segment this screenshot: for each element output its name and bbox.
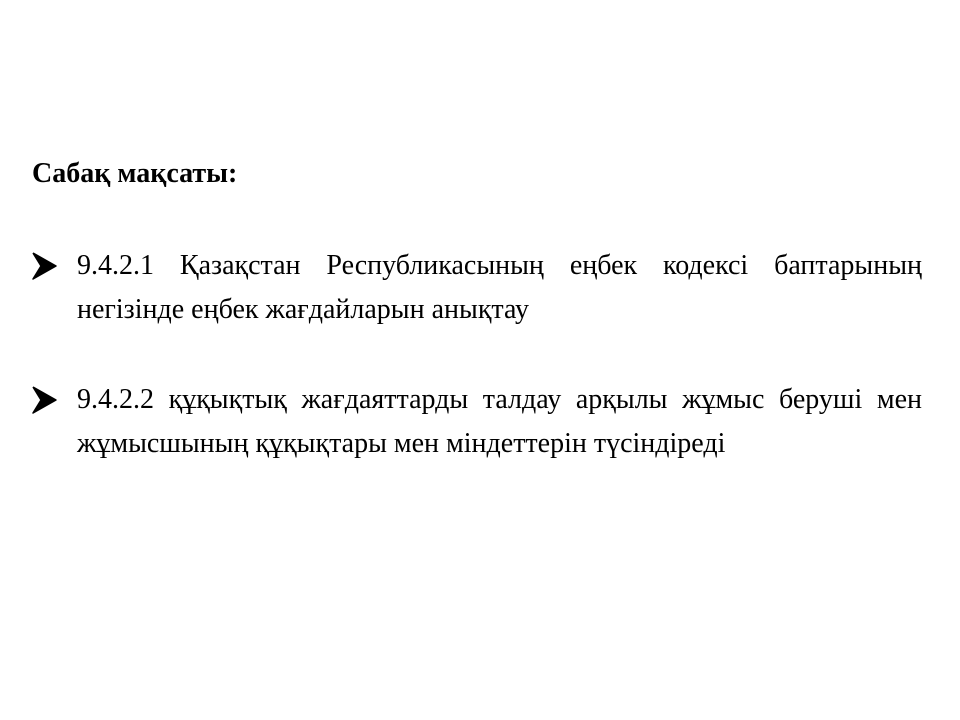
objective-text-1: 9.4.2.1 Қазақстан Республикасының еңбек кодексі баптарының негізінде еңбек жағдайларын анықтау: [77, 250, 922, 325]
lesson-objectives-title: Сабақ мақсаты:: [32, 158, 238, 189]
arrow-bullet-icon: [32, 250, 58, 282]
objective-item-2: [32, 378, 922, 466]
arrow-bullet-icon: [32, 384, 58, 416]
objective-text-2: 9.4.2.2 құқықтық жағдаяттарды талдау арқылы жұмыс беруші мен жұмысшының құқықтары мен міндеттерін түсіндіреді: [77, 384, 922, 459]
objective-item-1: [32, 244, 922, 332]
